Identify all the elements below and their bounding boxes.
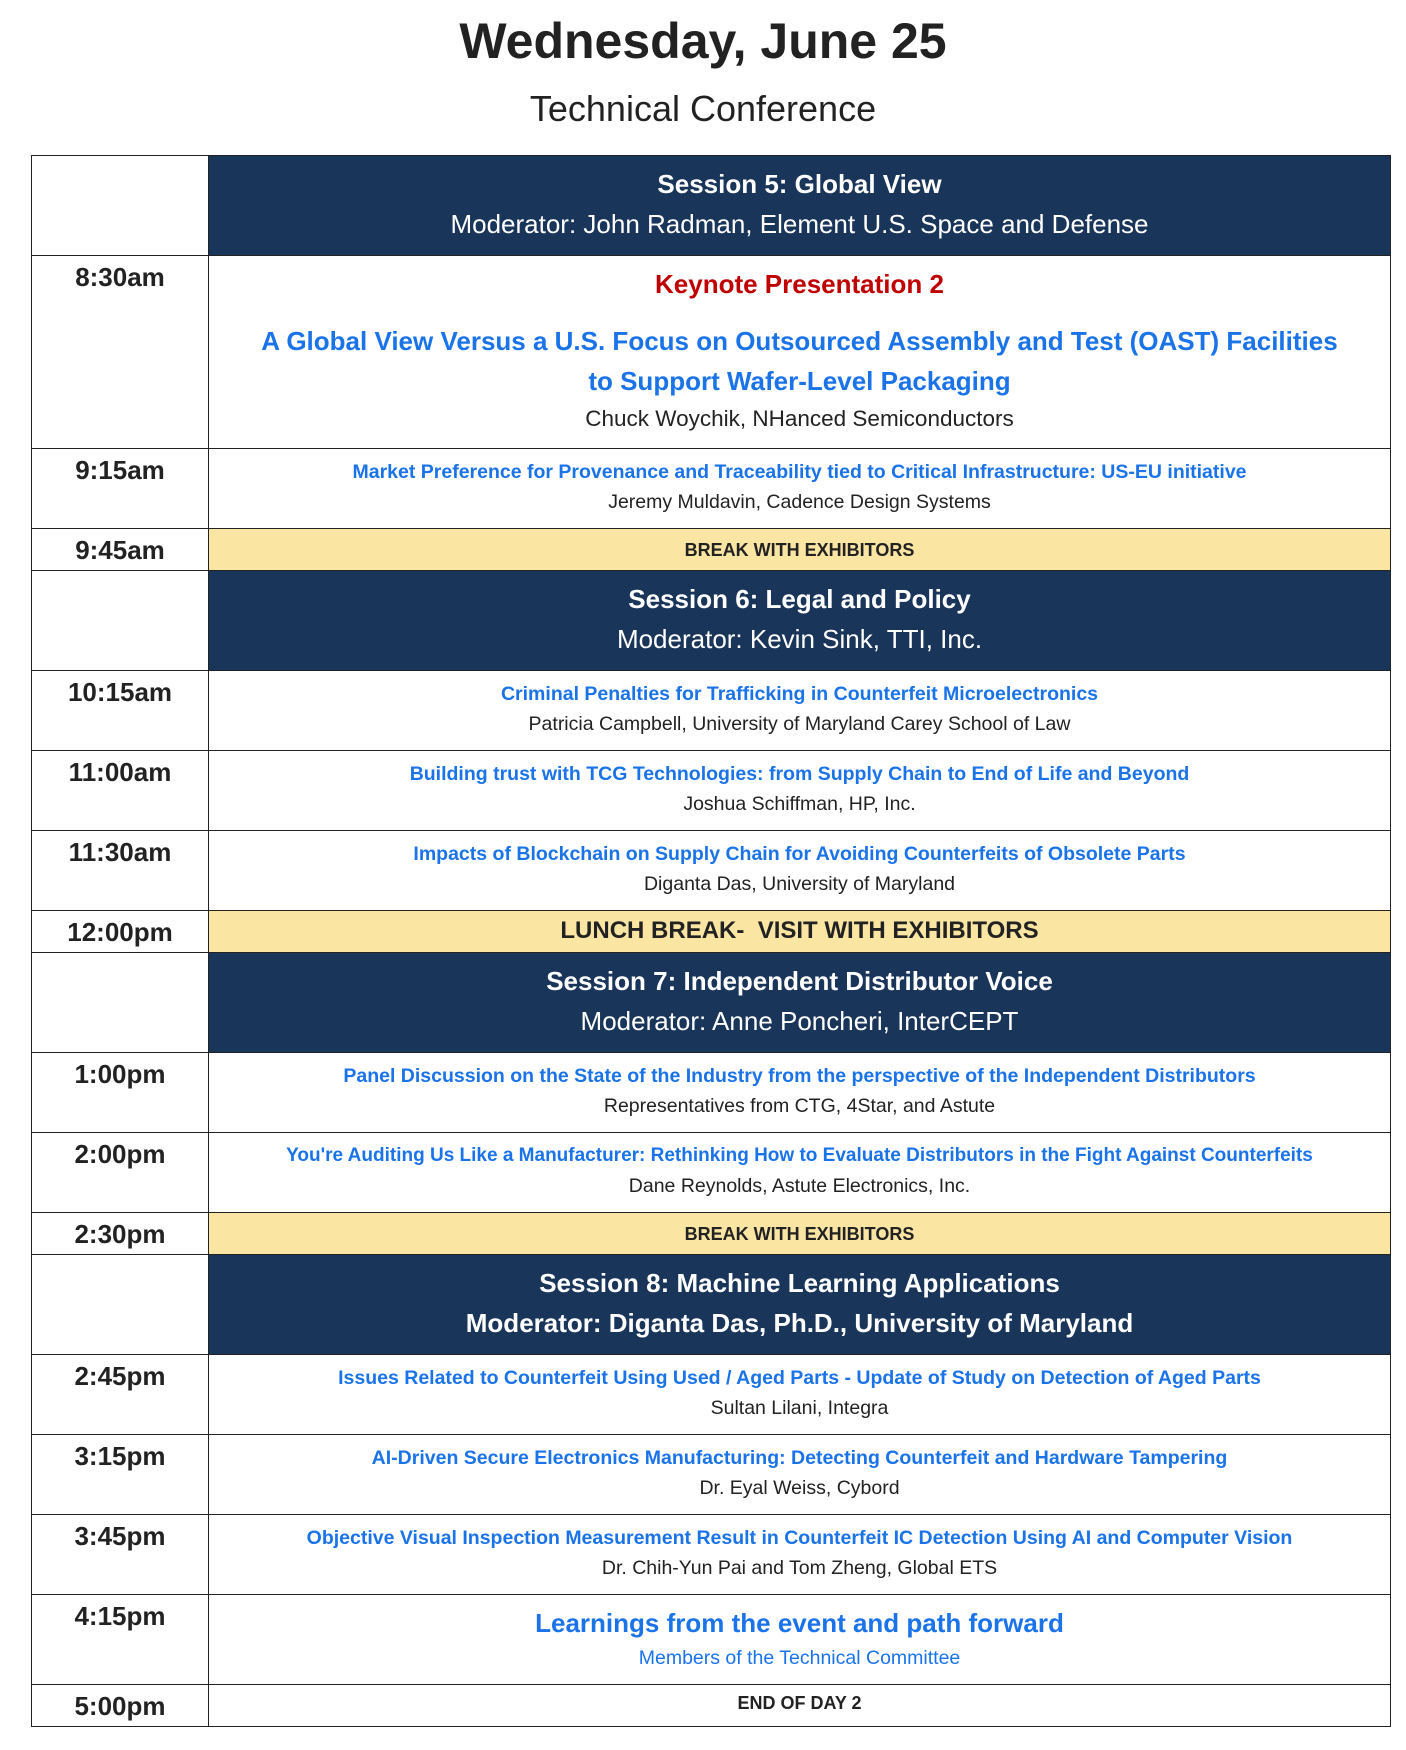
talk-cell	[209, 1515, 1391, 1595]
break-label: BREAK WITH EXHIBITORS	[684, 1224, 915, 1244]
session-moderator: Moderator: Diganta Das, Ph.D., University of Maryland	[465, 1308, 1134, 1338]
time-cell: 11:00am	[32, 751, 209, 831]
break-row	[32, 1213, 1391, 1255]
time-cell: 3:15pm	[32, 1435, 209, 1515]
schedule-row	[32, 1595, 1391, 1685]
time-cell: 2:00pm	[32, 1133, 209, 1213]
time-cell: 11:30am	[32, 831, 209, 911]
talk-title: Building trust with TCG Technologies: from Supply Chain to End of Life and Beyond	[409, 763, 1190, 785]
time-cell: 9:45am	[32, 529, 209, 571]
time-cell: 12:00pm	[32, 911, 209, 953]
schedule-row	[32, 256, 1391, 449]
time-cell: 9:15am	[32, 449, 209, 529]
session-moderator: Moderator: Anne Poncheri, InterCEPT	[580, 1006, 1019, 1036]
session-row	[32, 571, 1391, 671]
talk-speaker: Dr. Chih-Yun Pai and Tom Zheng, Global ETS	[601, 1557, 998, 1579]
end-label: END OF DAY 2	[737, 1693, 862, 1713]
time-cell: 2:30pm	[32, 1213, 209, 1255]
talk-title: Objective Visual Inspection Measurement Result in Counterfeit IC Detection Using AI and Computer Vision	[306, 1527, 1293, 1549]
time-cell	[32, 571, 209, 671]
schedule-table	[31, 155, 1391, 1727]
schedule-row	[32, 1435, 1391, 1515]
time-cell: 8:30am	[32, 256, 209, 449]
talk-cell	[209, 831, 1391, 911]
session-row	[32, 1255, 1391, 1355]
keynote-title	[209, 321, 1390, 401]
session-row	[32, 953, 1391, 1053]
talk-cell	[209, 449, 1391, 529]
break-row	[32, 529, 1391, 571]
keynote-label: Keynote Presentation 2	[655, 269, 944, 299]
time-cell: 4:15pm	[32, 1595, 209, 1685]
talk-speaker: Sultan Lilani, Integra	[710, 1397, 889, 1419]
session-title: Session 8: Machine Learning Applications	[539, 1268, 1060, 1298]
talk-speaker: Members of the Technical Committee	[638, 1647, 961, 1669]
time-cell: 2:45pm	[32, 1355, 209, 1435]
time-cell	[32, 156, 209, 256]
talk-title: AI-Driven Secure Electronics Manufacturing: Detecting Counterfeit and Hardware Tampering	[371, 1447, 1228, 1469]
session-title: Session 7: Independent Distributor Voice	[546, 966, 1053, 996]
session-row	[32, 156, 1391, 256]
talk-speaker: Patricia Campbell, University of Maryland Carey School of Law	[528, 713, 1071, 735]
talk-cell	[209, 1133, 1391, 1213]
break-cell	[209, 1213, 1391, 1255]
talk-cell	[209, 1435, 1391, 1515]
break-cell	[209, 529, 1391, 571]
time-cell: 5:00pm	[32, 1685, 209, 1727]
session-7-header	[209, 953, 1391, 1053]
keynote-speaker: Chuck Woychik, NHanced Semiconductors	[585, 406, 1014, 431]
schedule-row	[32, 1133, 1391, 1213]
page-title: Wednesday, June 25	[459, 13, 947, 69]
lunch-cell	[209, 911, 1391, 953]
schedule-row	[32, 449, 1391, 529]
time-cell	[32, 953, 209, 1053]
keynote-title-line: A Global View Versus a U.S. Focus on Outsourced Assembly and Test (OAST) Facilities	[261, 326, 1338, 356]
schedule-row	[32, 1355, 1391, 1435]
talk-speaker: Representatives from CTG, 4Star, and Astute	[603, 1095, 996, 1117]
schedule-row	[32, 671, 1391, 751]
break-row	[32, 911, 1391, 953]
talk-cell	[209, 1595, 1391, 1685]
session-title: Session 6: Legal and Policy	[628, 584, 971, 614]
session-6-header	[209, 571, 1391, 671]
session-title: Session 5: Global View	[657, 169, 942, 199]
talk-title: Issues Related to Counterfeit Using Used / Aged Parts - Update of Study on Detection of Aged Parts	[338, 1367, 1261, 1389]
schedule-row	[32, 831, 1391, 911]
talk-speaker: Dane Reynolds, Astute Electronics, Inc.	[628, 1175, 971, 1197]
talk-speaker: Dr. Eyal Weiss, Cybord	[699, 1477, 900, 1499]
break-label: BREAK WITH EXHIBITORS	[684, 540, 915, 560]
session-moderator: Moderator: John Radman, Element U.S. Space and Defense	[450, 209, 1149, 239]
schedule-row	[32, 1515, 1391, 1595]
talk-speaker: Jeremy Muldavin, Cadence Design Systems	[608, 491, 991, 513]
schedule-row	[32, 1053, 1391, 1133]
talk-title: Criminal Penalties for Trafficking in Counterfeit Microelectronics	[500, 683, 1099, 705]
talk-title: Impacts of Blockchain on Supply Chain for Avoiding Counterfeits of Obsolete Parts	[413, 843, 1186, 865]
page-subtitle: Technical Conference	[529, 88, 877, 129]
lunch-label: LUNCH BREAK- VISIT WITH EXHIBITORS	[560, 917, 1039, 944]
talk-speaker: Joshua Schiffman, HP, Inc.	[683, 793, 916, 815]
talk-cell	[209, 751, 1391, 831]
time-cell: 3:45pm	[32, 1515, 209, 1595]
talk-cell	[209, 671, 1391, 751]
talk-title: Market Preference for Provenance and Traceability tied to Critical Infrastructure: US-EU initiative	[352, 461, 1247, 483]
talk-cell	[209, 1053, 1391, 1133]
end-cell	[209, 1685, 1391, 1727]
talk-speaker: Diganta Das, University of Maryland	[643, 873, 956, 895]
time-cell	[32, 1255, 209, 1355]
schedule-row	[32, 1685, 1391, 1727]
session-moderator: Moderator: Kevin Sink, TTI, Inc.	[616, 624, 983, 654]
talk-title: Learnings from the event and path forward	[535, 1608, 1064, 1638]
keynote-title-line: to Support Wafer-Level Packaging	[588, 366, 1011, 396]
session-5-header	[209, 156, 1391, 256]
talk-title: Panel Discussion on the State of the Industry from the perspective of the Independent Distributors	[343, 1065, 1256, 1087]
talk-cell	[209, 1355, 1391, 1435]
time-cell: 10:15am	[32, 671, 209, 751]
talk-title: You're Auditing Us Like a Manufacturer: Rethinking How to Evaluate Distributors in the Fight Against Counterfeits	[286, 1145, 1313, 1166]
keynote-cell	[209, 256, 1391, 449]
schedule-row	[32, 751, 1391, 831]
time-cell: 1:00pm	[32, 1053, 209, 1133]
session-8-header	[209, 1255, 1391, 1355]
